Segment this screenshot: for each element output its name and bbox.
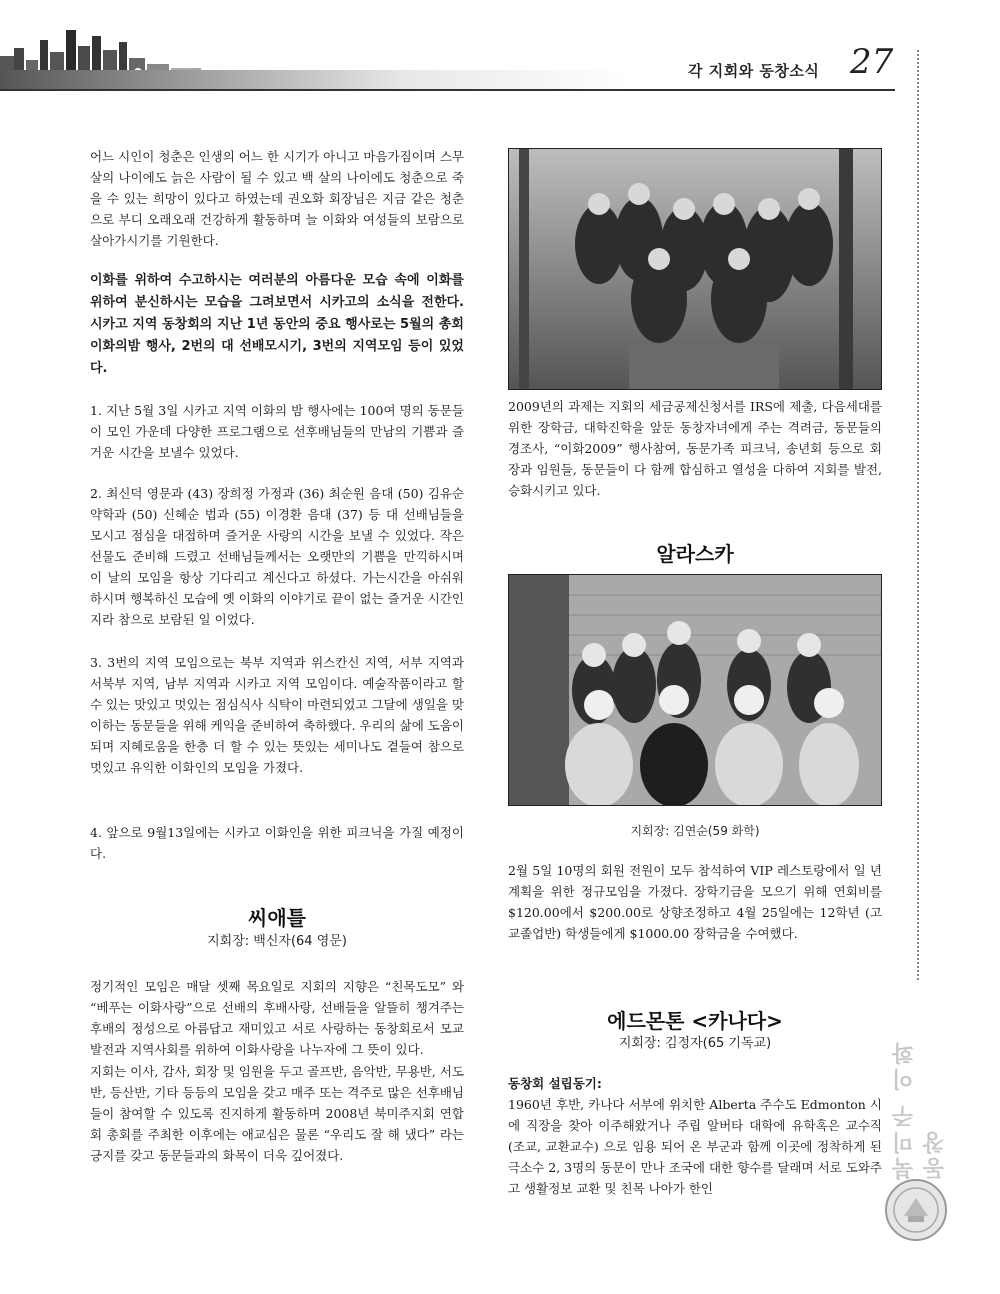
intro-paragraph: 어느 시인이 청춘은 인생의 어느 한 시기가 아니고 마음가짐이며 스무 살의 나이에도 늙은 사람이 될 수 있고 백 살의 나이에도 청춘으로 죽을 수 있는 희망이 있다고 하였는데 권오화 회장님은 지금 같은 청춘으로 부디 오래오래 건강하게 활동하며 늘 이화와 여성들의 보람으로 살아가시기를 기원한다. xyxy=(90,149,464,248)
page-number: 27 xyxy=(850,42,894,82)
alaska-text: 2월 5일 10명의 회원 전원이 모두 참석하여 VIP 레스토랑에서 일 년 계획을 위한 정규모임을 가졌다. 장학기금을 모으기 위해 연회비를 $120.00에서 $200.00로 상향조정하고 4월 25일에는 12학년 (고교졸업반) 학생들에게 $1000.00 장학금을 수여했다. xyxy=(508,863,882,941)
seattle-p1: 정기적인 모임은 매달 셋째 목요일로 지회의 지향은 “친목도모” 와 “베푸는 이화사랑”으로 선배의 후배사랑, 선배들을 알뜰히 챙겨주는 후배의 정성으로 아름답고 재미있고 서로 사랑하는 동창회로서 모교발전과 지역사회를 위하여 이화사랑을 나누자에 그 뜻이 있다. xyxy=(90,979,464,1057)
edmonton-paragraph xyxy=(508,1094,882,1199)
chicago-photo-image xyxy=(509,149,881,389)
edmonton-heading: 에드몬톤 <카나다> xyxy=(607,1009,783,1033)
seattle-paragraph-1 xyxy=(90,976,464,1060)
seattle-paragraph-2 xyxy=(90,1061,464,1166)
chicago-bold-paragraph xyxy=(90,270,464,380)
tasks-paragraph: 2009년의 과제는 지회의 세금공제신청서를 IRS에 제출, 다음세대를 위한 장학금, 대학진학을 앞둔 동창자녀에게 주는 격려금, 동문들의 경조사, “이화2009” 행사참여, 동문가족 피크닉, 송년회 등으로 회장과 임원들, 동문들이 다 함께 합심하고 열성을 다하여 지회를 발전, 승화시키고 있다. xyxy=(508,399,882,498)
edmonton-text: 1960년 후반, 카나다 서부에 위치한 Alberta 주수도 Edmonton 시에 직장을 찾아 이주해왔거나 주립 알버타 대학에 유학혹은 교수직(조교, 교환교수) 으로 임용 되어 온 부군과 함께 이곳에 정착하게 된 극소수 2, 3명의 동문이 만나 조국에 대한 향수를 달래며 서로 도와주고 생활정보 교환 및 친목 나아가 한인 xyxy=(508,1097,882,1196)
edmonton-founding-label: 동창회 설립동기: xyxy=(508,1076,602,1091)
seattle-heading: 씨애틀 xyxy=(248,906,306,930)
chicago-item-2 xyxy=(90,483,464,630)
alaska-caption: 지회장: 김연순(59 화학) xyxy=(630,824,760,838)
item-4: 4. 앞으로 9월13일에는 시카고 이화인을 위한 피크닉을 가질 예정이다. xyxy=(90,825,464,861)
side-brand-text: 북미주 이화동창 xyxy=(892,1038,948,1180)
side-dotted-rule xyxy=(917,50,919,980)
chicago-item-4 xyxy=(90,822,464,864)
chicago-item-3 xyxy=(90,652,464,778)
seattle-president: 지회장: 백신자(64 영문) xyxy=(207,934,347,949)
item-3: 3. 3번의 지역 모임으로는 북부 지역과 위스칸신 지역, 서부 지역과 서북부 지역, 남부 지역과 시카고 지역 모임이다. 예술작품이라고 할 수 있는 맛있고 멋있는 점심식사 식탁이 마련되었고 그달에 생일을 맞이하는 동문들을 위해 케익을 준비하여 축하했다. 우리의 삶에 도움이 되며 지혜로움을 한층 더 할 수 있는 뜻있는 세미나도 곁들여 참으로 멋있고 유익한 이화인의 모임을 가졌다. xyxy=(90,655,464,775)
alaska-photo-image xyxy=(509,575,881,805)
chicago-item-1 xyxy=(90,400,464,463)
alumni-seal-icon xyxy=(884,1178,948,1242)
chicago-group-photo xyxy=(508,148,882,390)
section-header-title: 각 지회와 동창소식 xyxy=(688,62,820,80)
side-brand-watermark xyxy=(890,1020,950,1180)
chicago-2009-tasks xyxy=(508,396,882,501)
alaska-paragraph xyxy=(508,860,882,944)
bold-paragraph: 이화를 위하여 수고하시는 여러분의 아름다운 모습 속에 이화를 위하여 분신하시는 모습을 그려보면서 시카고의 소식을 전한다. 시카고 지역 동창회의 지난 1년 동안의 중요 행사로는 5월의 총회 이화의밤 행사, 2번의 대 선배모시기, 3번의 지역모임 등이 있었다. xyxy=(90,273,464,376)
edmonton-president: 지회장: 김정자(65 기독교) xyxy=(618,1036,772,1051)
item-2: 2. 최신덕 영문과 (43) 장희정 가정과 (36) 최순원 음대 (50) 김유순 약학과 (50) 신혜순 법과 (55) 이경환 음대 (37) 등 대 선배님들을 모시고 점심을 대접하며 즐거운 사랑의 시간을 보낼 수 있었다. 작은 선물도 준비해 드렸고 선배님들께서는 오랫만의 기쁨을 만끽하시며 이 날의 모임을 항상 기다리고 계신다고 하셨다. 가는시간을 아쉬워 하시며 행복하신 모습에 옛 이화의 이야기로 끝이 없는 즐거운 시간인지라 참으로 보람된 일 이었다. xyxy=(90,486,464,627)
alaska-group-photo xyxy=(508,574,882,806)
header-rule xyxy=(0,89,895,91)
chicago-intro xyxy=(90,146,464,251)
alaska-heading: 알라스카 xyxy=(656,542,734,566)
seattle-p2: 지회는 이사, 감사, 회장 및 임원을 두고 골프반, 음악반, 무용반, 서도반, 등산반, 기타 등등의 모임을 갖고 매주 또는 격주로 많은 선후배님들이 참여할 수 있도록 진지하게 활동하며 2008년 북미주지회 연합회 총회를 주최한 이후에는 애교심은 물론 “우리도 잘 해 냈다” 라는 긍지를 갖고 동문들과의 화목이 더욱 깊어졌다. xyxy=(90,1064,464,1163)
item-1: 1. 지난 5월 3일 시카고 지역 이화의 밤 행사에는 100여 명의 동문들이 모인 가운데 다양한 프로그램으로 선후배님들의 만남의 기쁨과 즐거운 시간을 보낼수 있었다. xyxy=(90,403,464,460)
